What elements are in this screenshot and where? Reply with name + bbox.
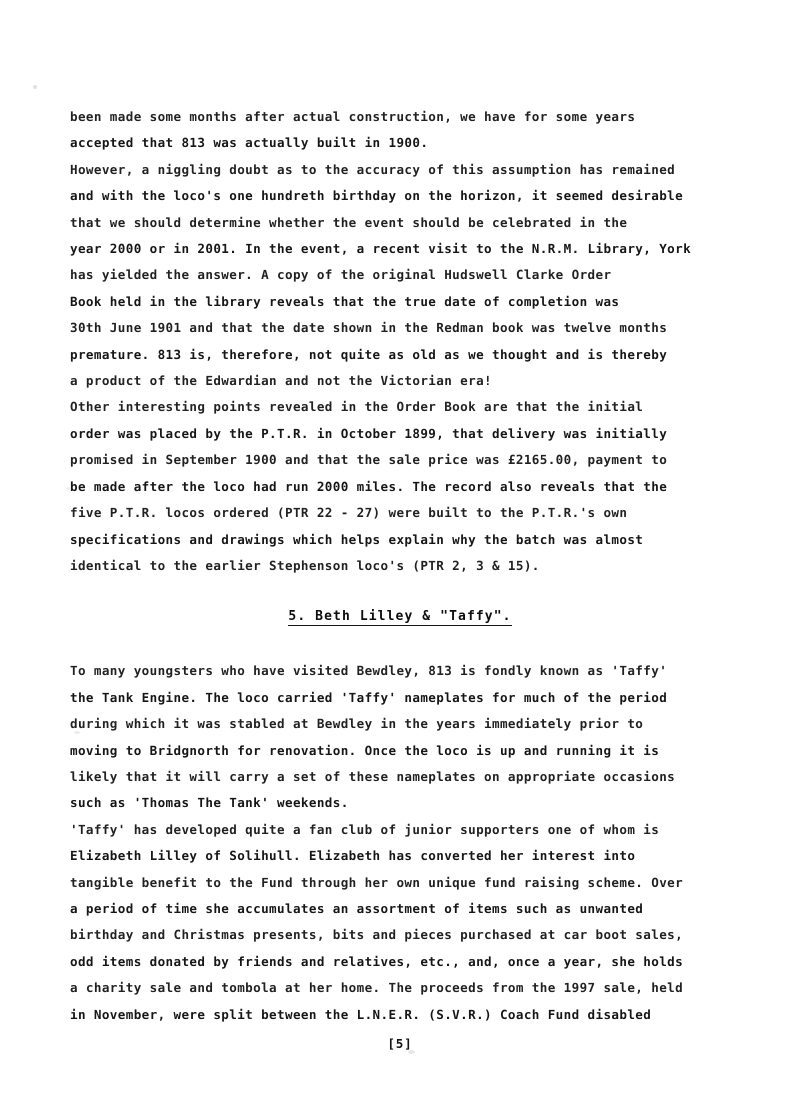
text-line: tangible benefit to the Fund through her own unique fund raising scheme. Over <box>70 874 684 890</box>
text-line: and with the loco's one hundreth birthday on the horizon, it seemed desirable <box>70 188 684 204</box>
text-line: Book held in the library reveals that the true date of completion was <box>70 293 620 309</box>
text-line: five P.T.R. locos ordered (PTR 22 - 27) were built to the P.T.R.'s own <box>70 505 628 521</box>
text-line: a period of time she accumulates an assortment of items such as unwanted <box>70 900 644 916</box>
paragraph <box>70 157 730 395</box>
text-line: been made some months after actual construction, we have for some years <box>70 109 636 124</box>
paragraph <box>70 104 730 157</box>
text-line: promised in September 1900 and that the sale price was £2165.00, payment to <box>70 452 668 468</box>
text-line: during which it was stabled at Bewdley in the years immediately prior to <box>70 716 644 732</box>
text-line: moving to Bridgnorth for renovation. Once the loco is up and running it is <box>70 742 660 758</box>
text-line: premature. 813 is, therefore, not quite as old as we thought and is thereby <box>70 346 668 362</box>
text-line: year 2000 or in 2001. In the event, a recent visit to the N.R.M. Library, York <box>70 241 692 257</box>
section-heading-label: 5. Beth Lilley & "Taffy". <box>288 609 512 625</box>
text-line: birthday and Christmas presents, bits and pieces purchased at car boot sales, <box>70 927 684 943</box>
text-line: 'Taffy' has developed quite a fan club of junior supporters one of whom is <box>70 821 660 837</box>
text-line: the Tank Engine. The loco carried 'Taffy' nameplates for much of the period <box>70 689 668 705</box>
text-line: To many youngsters who have visited Bewdley, 813 is fondly known as 'Taffy' <box>70 663 668 679</box>
document-body <box>70 104 730 1068</box>
text-line: in November, were split between the L.N.E.R. (S.V.R.) Coach Fund disabled <box>70 1006 652 1022</box>
text-line: specifications and drawings which helps explain why the batch was almost <box>70 531 644 547</box>
text-line: such as 'Thomas The Tank' weekends. <box>70 795 349 811</box>
text-line: order was placed by the P.T.R. in October 1899, that delivery was initially <box>70 425 668 441</box>
text-line: However, a niggling doubt as to the accuracy of this assumption has remained <box>70 161 676 177</box>
page-number: [5] <box>387 1036 413 1051</box>
text-line: likely that it will carry a set of these nameplates on appropriate occasions <box>70 768 676 784</box>
text-line: 30th June 1901 and that the date shown in the Redman book was twelve months <box>70 320 668 336</box>
paragraph <box>70 658 730 816</box>
text-line: Elizabeth Lilley of Solihull. Elizabeth has converted her interest into <box>70 848 636 864</box>
section-heading <box>70 605 730 626</box>
text-line: that we should determine whether the event should be celebrated in the <box>70 214 628 230</box>
text-line: a charity sale and tombola at her home. The proceeds from the 1997 sale, held <box>70 980 684 996</box>
text-line: be made after the loco had run 2000 miles. The record also reveals that the <box>70 478 668 494</box>
text-line: a product of the Edwardian and not the Victorian era! <box>70 373 492 389</box>
paragraph <box>70 394 730 579</box>
paragraph <box>70 817 730 1028</box>
text-line: has yielded the answer. A copy of the original Hudswell Clarke Order <box>70 267 612 283</box>
text-line: accepted that 813 was actually built in 1900. <box>70 135 429 151</box>
text-line: identical to the earlier Stephenson loco's (PTR 2, 3 & 15). <box>70 557 540 573</box>
text-line: Other interesting points revealed in the Order Book are that the initial <box>70 399 644 415</box>
text-line: odd items donated by friends and relatives, etc., and, once a year, she holds <box>70 953 684 969</box>
scan-speck <box>33 85 37 89</box>
